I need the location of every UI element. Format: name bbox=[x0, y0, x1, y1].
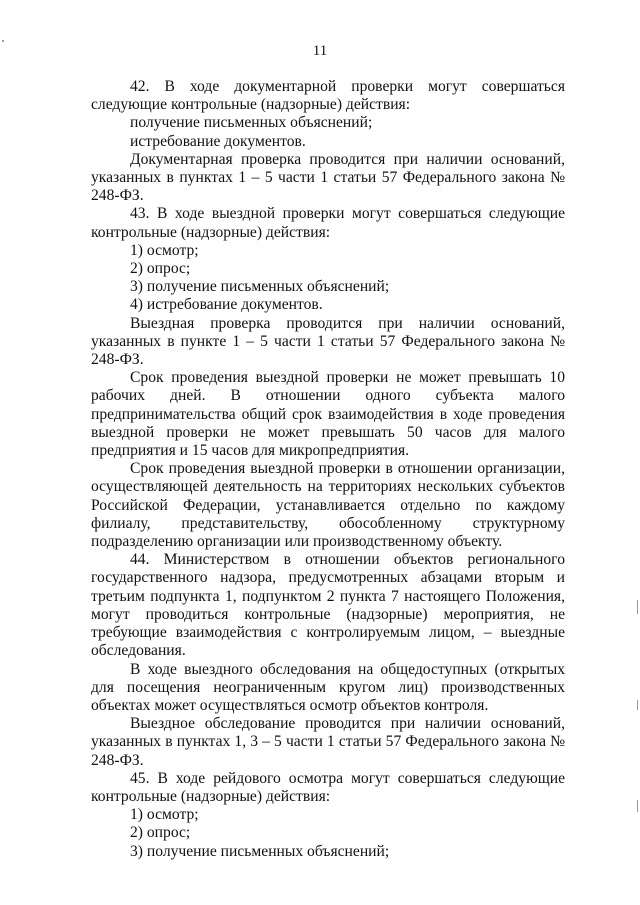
paragraph-44: 44. Министерством в отношении объектов регионального государственного надзора, предусмотренных абзацами вторым и третьим подпункта 1, подпунктом 2 пункта 7 настоящего Положения, могут проводиться контрольные (надзорные) мероприятия, не требующие взаимодействия с контролируемым лицом, – выездные обследования. bbox=[91, 551, 565, 660]
paragraph: В ходе выездного обследования на общедоступных (открытых для посещения неограниченным кругом лиц) производственных объектах может осуществляться осмотр объектов контроля. bbox=[91, 660, 565, 714]
list-item: 4) истребование документов. bbox=[130, 296, 323, 314]
scan-artifact bbox=[637, 800, 638, 812]
paragraph: Срок проведения выездной проверки не может превышать 10 рабочих дней. В отношении одного субъекта малого предпринимательства общий срок взаимодействия в ходе проведения выездной проверки не может превышать 50 часов для малого предприятия и 15 часов для микропредприятия. bbox=[91, 369, 565, 460]
paragraph-45: 45. В ходе рейдового осмотра могут совершаться следующие контрольные (надзорные) действия: bbox=[91, 769, 565, 805]
list-item: 2) опрос; bbox=[130, 260, 191, 278]
list-item: 3) получение письменных объяснений; bbox=[130, 842, 390, 860]
list-item: истребование документов. bbox=[130, 132, 306, 150]
paragraph: Документарная проверка проводится при наличии оснований, указанных в пунктах 1 – 5 части 1 статьи 57 Федерального закона № 248-ФЗ. bbox=[91, 150, 565, 205]
paragraph-43: 43. В ходе выездной проверки могут совершаться следующие контрольные (надзорные) действия: bbox=[91, 205, 565, 241]
list-item: 3) получение письменных объяснений; bbox=[130, 278, 390, 296]
paragraph: Выездное обследование проводится при наличии оснований, указанных в пунктах 1, 3 – 5 части 1 статьи 57 Федерального закона № 248-ФЗ. bbox=[91, 715, 565, 769]
document-body bbox=[91, 78, 565, 861]
scan-artifact bbox=[637, 700, 638, 710]
scan-artifact bbox=[637, 600, 638, 614]
page-number: 11 bbox=[312, 43, 328, 59]
paragraph-42: 42. В ходе документарной проверки могут совершаться следующие контрольные (надзорные) действия: bbox=[91, 78, 565, 114]
paragraph: Срок проведения выездной проверки в отношении организации, осуществляющей деятельность на территориях нескольких субъектов Российской Федерации, устанавливается отдельно по каждому филиалу, представительству, обособленному структурному подразделению организации или производственному объекту. bbox=[91, 460, 565, 551]
list-item: 2) опрос; bbox=[130, 824, 191, 842]
list-item: 1) осмотр; bbox=[130, 241, 199, 259]
scan-artifact bbox=[2, 40, 4, 42]
list-item: 1) осмотр; bbox=[130, 806, 199, 824]
paragraph: Выездная проверка проводится при наличии оснований, указанных в пункте 1 – 5 части 1 статьи 57 Федерального закона № 248-ФЗ. bbox=[91, 314, 565, 369]
list-item: получение письменных объяснений; bbox=[130, 114, 373, 132]
